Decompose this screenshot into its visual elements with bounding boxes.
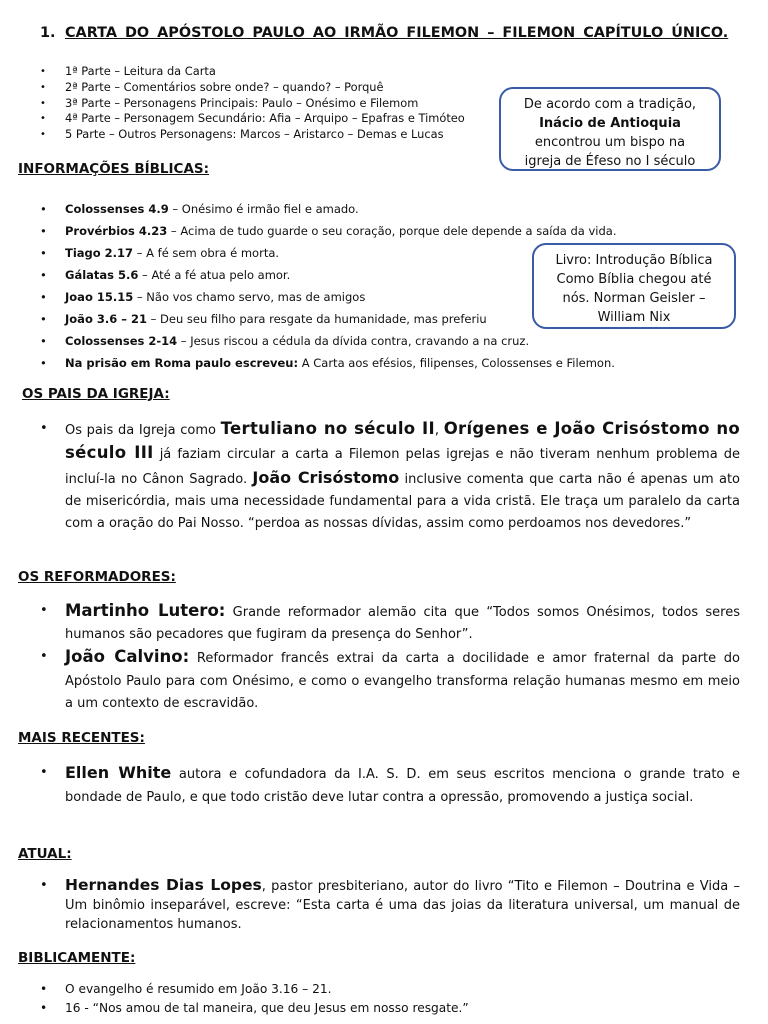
callout-line: Como Bíblia chegou até — [556, 272, 712, 287]
ref-text: – Acima de tudo guarde o seu coração, porque dele depende a saída da vida. — [167, 224, 617, 238]
callout-name: Inácio de Antioquia — [539, 116, 681, 131]
ref-label: João 3.6 – 21 — [65, 312, 147, 326]
parts-list — [65, 64, 465, 143]
callout-tradicao — [499, 87, 721, 171]
list-item — [65, 330, 745, 352]
callout-line: Livro: Introdução Bíblica — [555, 253, 713, 268]
atual-paragraph — [65, 876, 740, 934]
ref-text: – Deu seu filho para resgate da humanidade, mas preferiu — [146, 312, 487, 326]
list-item: • 16 - “Nos amou de tal maneira, que deu Jesus em nosso resgate.” — [65, 999, 469, 1018]
heading-reformadores: OS REFORMADORES: — [18, 569, 176, 585]
ref-text: – Não vos chamo servo, mas de amigos — [133, 290, 366, 304]
ref-text: – A fé sem obra é morta. — [133, 246, 280, 260]
list-item: • 5 Parte – Outros Personagens: Marcos – Aristarco – Demas e Lucas — [65, 127, 465, 143]
recentes-text: autora e cofundadora da I.A. S. D. em seus escritos menciona o grande trato e bondade de Paulo, e que todo cristão deve lutar contra a opressão, promovendo a justiça social. — [65, 767, 740, 805]
reformador-text: Grande reformador alemão cita que “Todos somos Onésimos, todos seres humanos são pecadores que fugiram da presença do Senhor”. — [65, 605, 740, 643]
ref-label: Gálatas 5.6 — [65, 268, 139, 282]
recentes-name: Ellen White — [65, 763, 172, 782]
recentes-paragraph — [65, 762, 740, 809]
ref-text: – Jesus riscou a cédula da dívida contra, cravando a na cruz. — [177, 334, 530, 348]
list-item: • 2ª Parte – Comentários sobre onde? – quando? – Porquê — [65, 80, 465, 96]
pais-highlight: João Crisóstomo — [252, 467, 400, 487]
heading-informacoes-biblicas: INFORMAÇÕES BÍBLICAS: — [18, 161, 210, 177]
callout-line: De acordo com a tradição, — [523, 97, 697, 112]
ref-text: A Carta aos efésios, filipenses, Colossenses e Filemon. — [298, 356, 615, 370]
list-item: • 3ª Parte – Personagens Principais: Paulo – Onésimo e Filemom — [65, 96, 465, 112]
heading-biblicamente: BIBLICAMENTE: — [18, 950, 136, 966]
pais-text: inclusive comenta que carta não é apenas um ato de misericórdia, mais uma necessidade fundamental para a vida cristã. Ele traça um paralelo da carta com a oração do Pai Nosso. “perdoa as nossas dívidas, assim como perdoamos nos devedores.” — [65, 471, 740, 532]
pais-text: , — [434, 423, 444, 438]
ref-label: Tiago 2.17 — [65, 246, 134, 260]
heading-mais-recentes: MAIS RECENTES: — [18, 730, 145, 746]
callout-line: encontrou um bispo na — [534, 135, 686, 150]
callout-line: nós. Norman Geisler – — [562, 291, 706, 306]
atual-name: Hernandes Dias Lopes — [65, 876, 262, 894]
list-item — [65, 600, 740, 646]
ref-label: Provérbios 4.23 — [65, 224, 168, 238]
document-title — [18, 24, 740, 42]
callout-line: William Nix — [597, 310, 671, 325]
list-item — [65, 646, 740, 715]
pais-highlight: Orígenes e João Crisóstomo no século III — [65, 419, 740, 463]
list-item — [65, 220, 745, 242]
biblicamente-list — [65, 980, 469, 1018]
ref-text: – Onésimo é irmão fiel e amado. — [168, 202, 359, 216]
callout-line: igreja de Éfeso no I século — [524, 154, 696, 169]
reformador-text: Reformador francês extrai da carta a docilidade e amor fraternal da parte do Apóstolo Paulo para com Onésimo, e como o evangelho transforma relação humanas mesmo em meio a um contexto de escravidão. — [65, 651, 740, 711]
pais-highlight: Tertuliano no século II — [220, 419, 435, 438]
list-item — [65, 198, 745, 220]
list-item — [65, 352, 745, 374]
ref-label: Joao 15.15 — [65, 290, 134, 304]
atual-text: , pastor presbiteriano, autor do livro “Tito e Filemon – Doutrina e Vida – Um binômio inseparável, escreve: “Esta carta é uma das joias da literatura universal, um manual de relacionamentos humanos. — [65, 879, 740, 932]
callout-livro — [532, 243, 736, 329]
title-number: 1. — [40, 25, 56, 41]
reformador-name: Martinho Lutero: — [65, 601, 226, 620]
ref-label: Colossenses 2-14 — [65, 334, 178, 348]
ref-label: Na prisão em Roma paulo escreveu: — [65, 356, 299, 370]
list-item: • 4ª Parte – Personagem Secundário: Afia – Arquipo – Epafras e Timóteo — [65, 111, 465, 127]
reformadores-list — [65, 600, 740, 715]
ref-label: Colossenses 4.9 — [65, 202, 169, 216]
ref-text: – Até a fé atua pelo amor. — [138, 268, 291, 282]
list-item: • 1ª Parte – Leitura da Carta — [65, 64, 465, 80]
pais-text: Os pais da Igreja como — [65, 423, 221, 438]
heading-atual: ATUAL: — [18, 846, 72, 862]
list-item: • O evangelho é resumido em João 3.16 – 21. — [65, 980, 469, 999]
pais-paragraph — [65, 418, 740, 535]
heading-pais-da-igreja: OS PAIS DA IGREJA: — [22, 386, 170, 402]
reformador-name: João Calvino: — [65, 647, 190, 667]
pais-text: já faziam circular a carta a Filemon pelas igrejas e não tiveram nenhum problema de incluí-la no Cânon Sagrado. — [65, 447, 740, 487]
title-text: CARTA DO APÓSTOLO PAULO AO IRMÃO FILEMON – FILEMON CAPÍTULO ÚNICO. — [65, 25, 729, 41]
